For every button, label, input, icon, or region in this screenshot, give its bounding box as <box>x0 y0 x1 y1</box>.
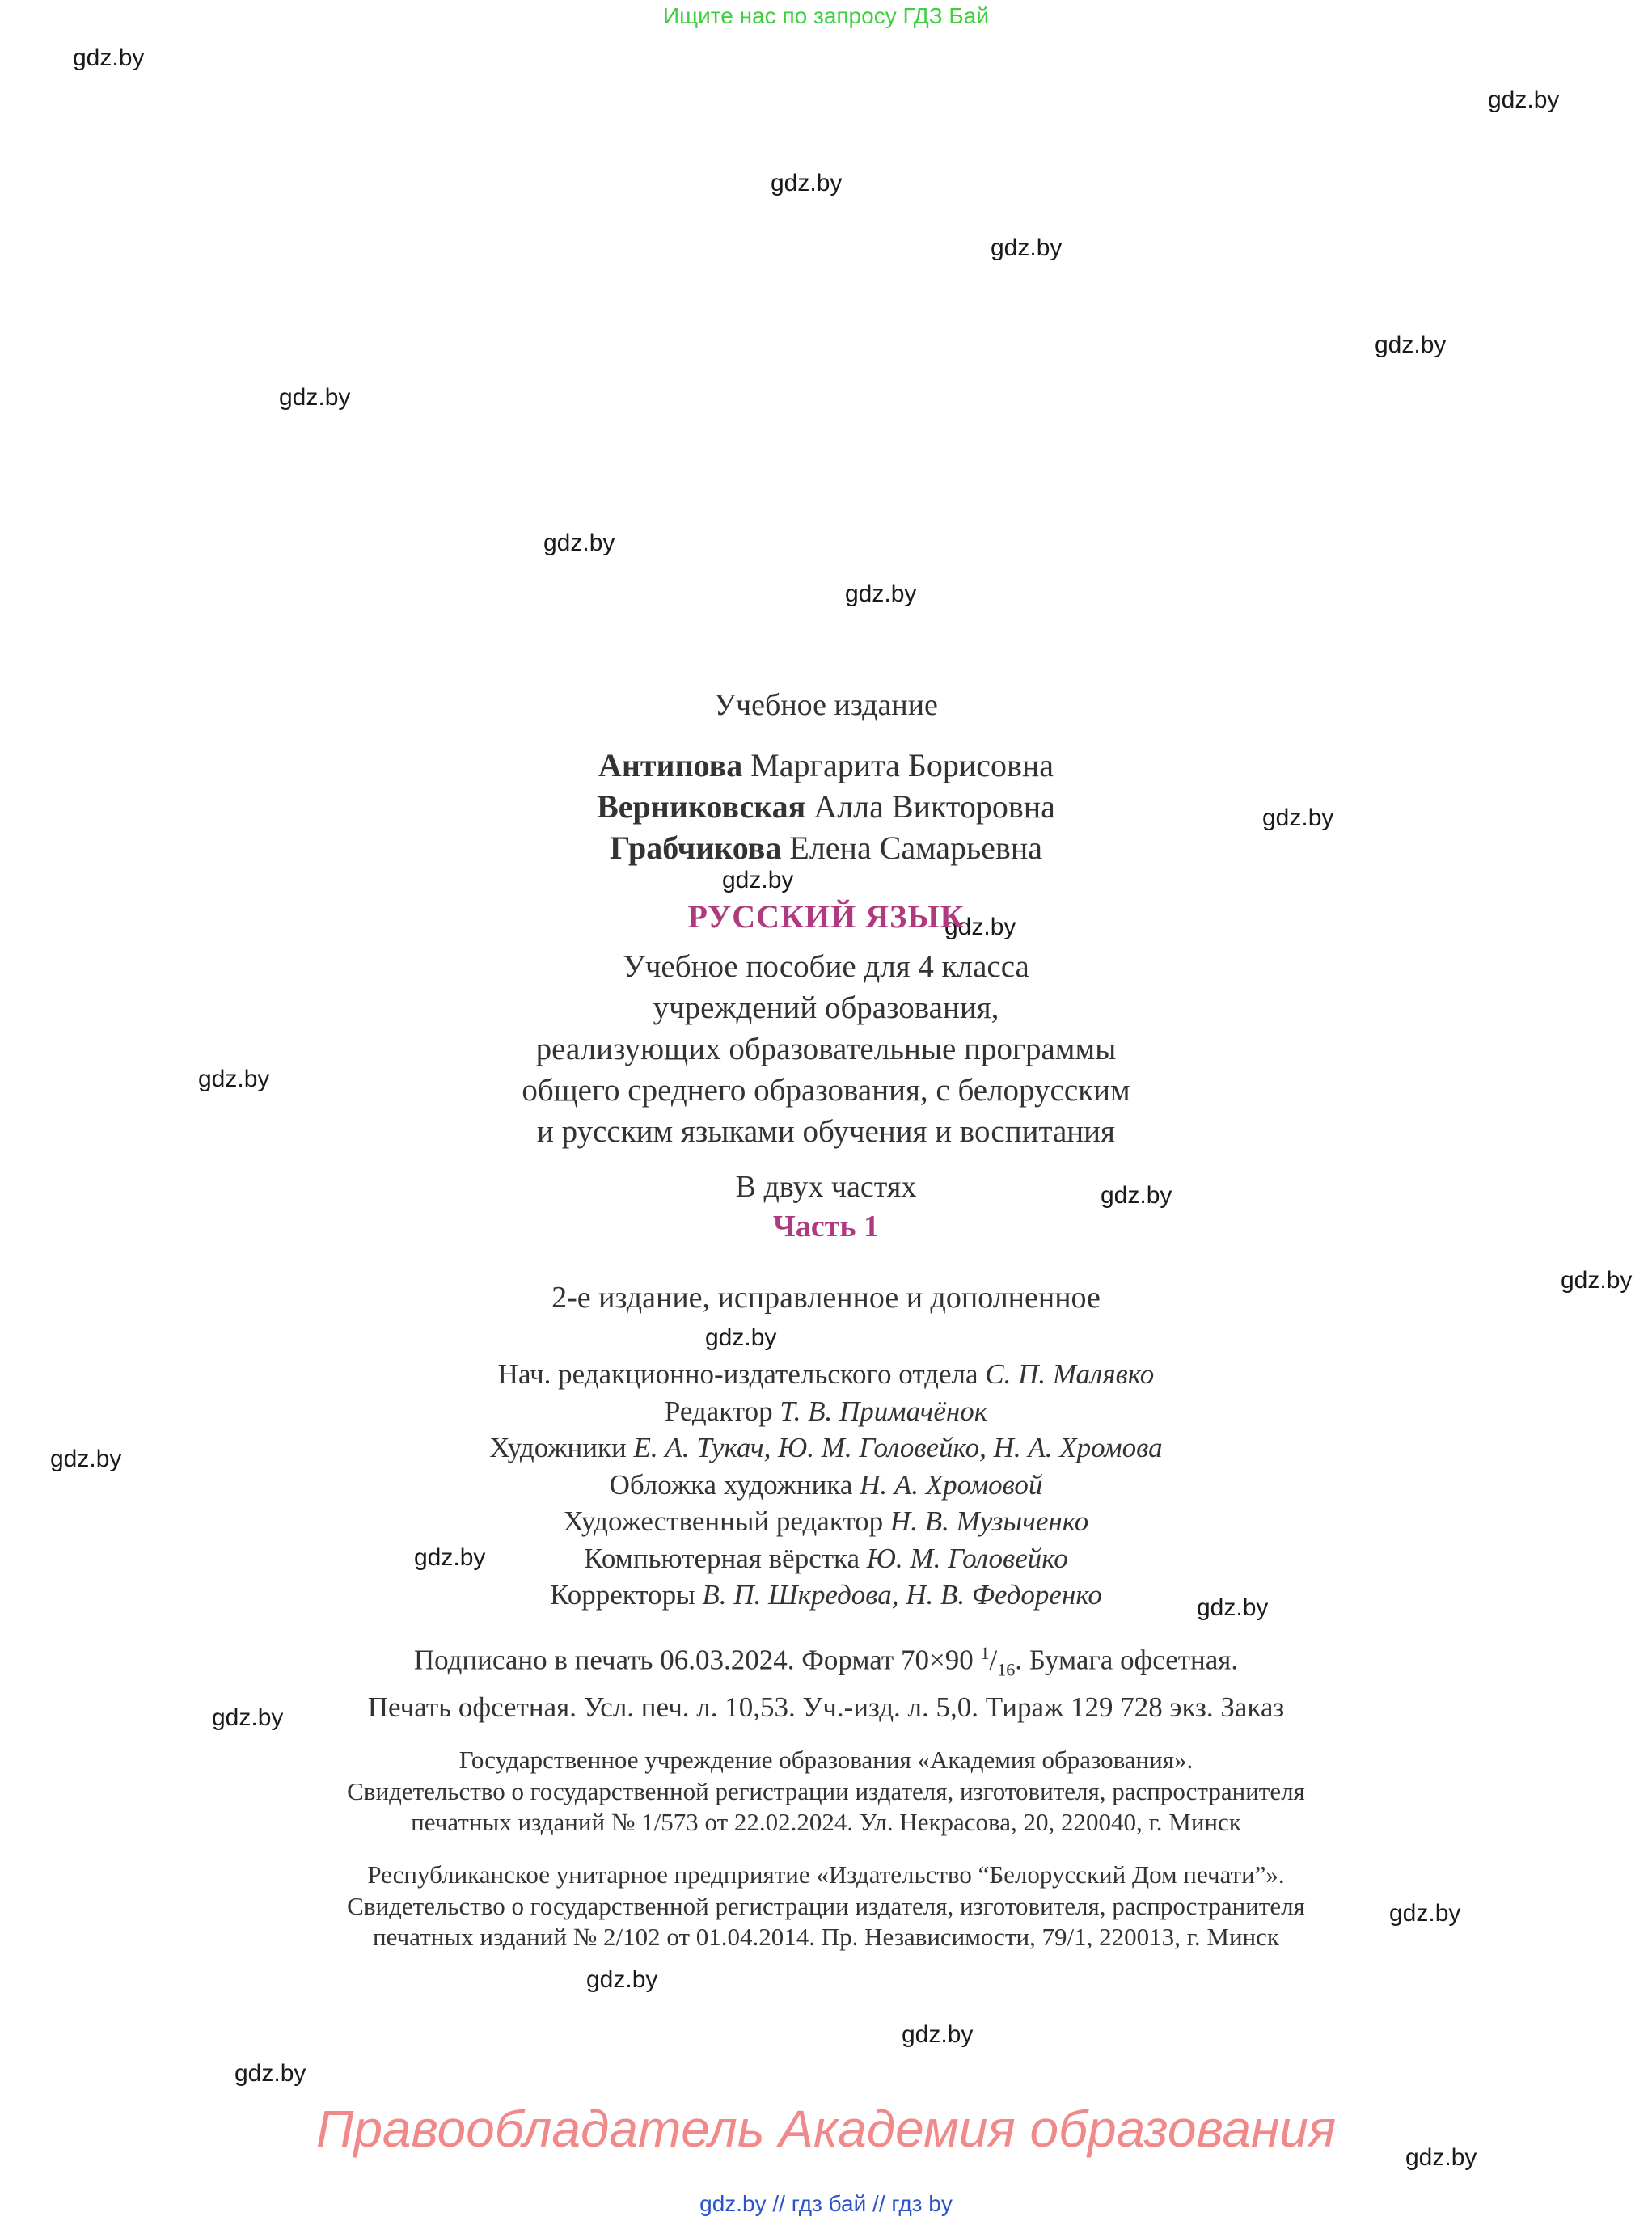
staff-person: В. П. Шкредова, Н. В. Федоренко <box>702 1579 1102 1611</box>
publisher-2 <box>0 1860 1652 1953</box>
format-height: 90 <box>944 1644 974 1676</box>
parts-info: В двух частях <box>735 1170 917 1204</box>
description-line: реализующих образовательные программы <box>535 1032 1117 1066</box>
watermark: gdz.by <box>234 2060 306 2087</box>
author-line <box>0 786 1652 827</box>
edition-type-heading: Учебное издание <box>714 688 938 722</box>
staff-role: Компьютерная вёрстка <box>584 1542 860 1574</box>
watermark: gdz.by <box>1197 1594 1269 1621</box>
staff-line <box>0 1577 1652 1614</box>
staff-role: Художественный редактор <box>563 1505 884 1537</box>
book-description <box>0 946 1652 1152</box>
staff-line <box>0 1503 1652 1540</box>
print-line-1 <box>0 1635 1652 1689</box>
fraction-numerator: 1 <box>980 1643 990 1663</box>
part-number: Часть 1 <box>772 1210 879 1243</box>
staff-role: Корректоры <box>550 1579 695 1611</box>
staff-role: Художники <box>489 1432 627 1463</box>
rights-holder: Правообладатель Академия образования <box>315 2100 1337 2158</box>
staff-line <box>0 1540 1652 1577</box>
staff-person: Т. В. Примачёнок <box>780 1395 988 1427</box>
author-line <box>0 827 1652 868</box>
publisher-line: печатных изданий № 1/573 от 22.02.2024. Ул. Некрасова, 20, 220040, г. Минск <box>411 1808 1241 1836</box>
watermark: gdz.by <box>1262 804 1334 831</box>
watermark: gdz.by <box>1561 1267 1633 1294</box>
print-signed-format: Подписано в печать 06.03.2024. Формат 70 <box>413 1644 929 1676</box>
publisher-line: Свидетельство о государственной регистрации издателя, изготовителя, распространителя <box>347 1776 1305 1805</box>
footer-links[interactable]: gdz.by // гдз бай // гдз by <box>699 2191 953 2216</box>
staff-role: Редактор <box>664 1395 773 1427</box>
watermark: gdz.by <box>705 1324 777 1351</box>
paper-type: . Бумага офсетная. <box>1015 1644 1239 1676</box>
description-line: общего среднего образования, с белорусским <box>522 1073 1130 1108</box>
watermark: gdz.by <box>902 2021 974 2048</box>
watermark: gdz.by <box>1405 2144 1477 2171</box>
watermark: gdz.by <box>73 44 145 71</box>
authors-block <box>0 745 1652 868</box>
staff-credits <box>0 1356 1652 1614</box>
staff-role: Обложка художника <box>609 1468 853 1501</box>
staff-line <box>0 1356 1652 1393</box>
fraction-denominator: 16 <box>997 1659 1016 1680</box>
top-banner: Ищите нас по запросу ГДЗ Бай <box>662 3 990 28</box>
print-line-2: Печать офсетная. Усл. печ. л. 10,53. Уч.-изд. л. 5,0. Тираж 129 728 экз. Заказ <box>367 1691 1285 1723</box>
watermark: gdz.by <box>543 530 615 556</box>
watermark: gdz.by <box>991 234 1063 261</box>
staff-person: Н. В. Музыченко <box>889 1505 1089 1537</box>
edition-info: 2-е издание, исправленное и дополненное <box>551 1281 1101 1315</box>
watermark: gdz.by <box>771 170 843 196</box>
staff-line <box>0 1467 1652 1504</box>
book-title: РУССКИЙ ЯЗЫК <box>687 898 965 935</box>
staff-person: Е. А. Тукач, Ю. М. Головейко, Н. А. Хромова <box>633 1432 1163 1463</box>
watermark: gdz.by <box>1488 87 1560 113</box>
author-surname: Антипова <box>598 747 743 783</box>
watermark: gdz.by <box>198 1066 270 1092</box>
watermark: gdz.by <box>1101 1182 1172 1209</box>
staff-line <box>0 1429 1652 1467</box>
publisher-line: Республиканское унитарное предприятие «Издательство “Белорусский Дом печати”». <box>367 1860 1285 1889</box>
watermark: gdz.by <box>1375 331 1447 358</box>
watermark: gdz.by <box>212 1704 284 1731</box>
staff-line <box>0 1393 1652 1430</box>
watermark: gdz.by <box>845 581 917 607</box>
staff-person: Н. А. Хромовой <box>860 1468 1043 1501</box>
author-surname: Верниковская <box>597 788 806 825</box>
watermark: gdz.by <box>1389 1900 1461 1927</box>
staff-person: С. П. Малявко <box>985 1358 1155 1390</box>
watermark: gdz.by <box>586 1966 658 1993</box>
author-name: Елена Самарьевна <box>789 830 1042 866</box>
author-name: Алла Викторовна <box>813 788 1055 825</box>
staff-role: Нач. редакционно-издательского отдела <box>497 1358 978 1390</box>
description-line: Учебное пособие для 4 класса <box>623 949 1029 984</box>
print-info <box>0 1635 1652 1726</box>
publisher-line: печатных изданий № 2/102 от 01.04.2014. Пр. Независимости, 79/1, 220013, г. Минск <box>373 1923 1279 1951</box>
watermark: gdz.by <box>50 1446 122 1472</box>
watermark: gdz.by <box>279 384 351 411</box>
times-sign: × <box>928 1644 945 1676</box>
staff-person: Ю. М. Головейко <box>866 1542 1068 1574</box>
author-line <box>0 745 1652 786</box>
watermark: gdz.by <box>722 867 794 893</box>
publisher-line: Государственное учреждение образования «Академия образования». <box>458 1746 1194 1774</box>
author-name: Маргарита Борисовна <box>750 747 1054 783</box>
description-line: и русским языками обучения и воспитания <box>536 1114 1115 1149</box>
publisher-line: Свидетельство о государственной регистрации издателя, изготовителя, распространителя <box>347 1891 1305 1920</box>
description-line: учреждений образования, <box>653 990 999 1025</box>
author-surname: Грабчикова <box>610 830 782 866</box>
watermark: gdz.by <box>414 1544 486 1571</box>
fraction-slash: / <box>989 1644 998 1676</box>
publisher-1 <box>0 1745 1652 1839</box>
watermark: gdz.by <box>944 914 1016 940</box>
